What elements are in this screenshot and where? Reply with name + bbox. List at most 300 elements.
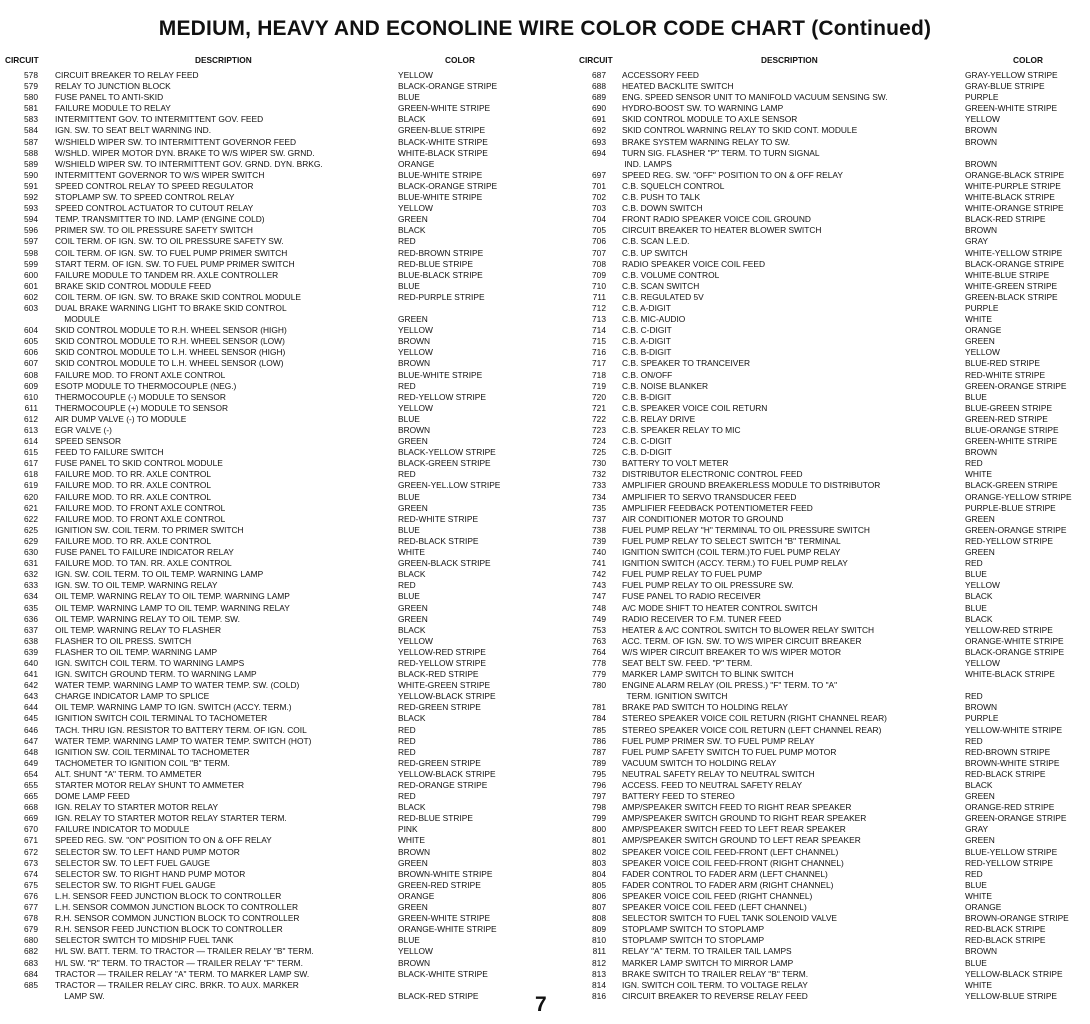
wire-color: YELLOW bbox=[398, 325, 433, 336]
wire-color: WHITE-YELLOW STRIPE bbox=[965, 247, 1063, 258]
table-row bbox=[575, 447, 1090, 458]
circuit-description: AMPLIFIER GROUND BREAKERLESS MODULE TO DISTRIBUTOR bbox=[622, 480, 881, 491]
circuit-number: 608 bbox=[24, 369, 38, 380]
wire-color: WHITE-BLUE STRIPE bbox=[965, 269, 1050, 280]
table-row bbox=[575, 869, 1090, 880]
table-row bbox=[575, 702, 1090, 713]
circuit-description: STOPLAMP SWITCH TO STOPLAMP bbox=[622, 924, 765, 935]
table-row bbox=[575, 270, 1090, 281]
table-row bbox=[5, 469, 535, 480]
table-row bbox=[5, 181, 535, 192]
wire-color: BLUE-YELLOW STRIPE bbox=[965, 846, 1058, 857]
circuit-header: CIRCUIT bbox=[5, 55, 39, 65]
wire-color: GREEN bbox=[398, 502, 428, 513]
circuit-description: C.B. A-DIGIT bbox=[622, 336, 671, 347]
circuit-description: OIL TEMP. WARNING RELAY TO OIL TEMP. WARNING LAMP bbox=[55, 591, 290, 602]
wire-color: PURPLE bbox=[965, 92, 999, 103]
circuit-description: FUSE PANEL TO RADIO RECEIVER bbox=[622, 591, 761, 602]
circuit-description: SPEAKER VOICE COIL FEED (RIGHT CHANNEL) bbox=[622, 890, 813, 901]
table-row bbox=[575, 780, 1090, 791]
circuit-description: A/C MODE SHIFT TO HEATER CONTROL SWITCH bbox=[622, 602, 818, 613]
circuit-number: 748 bbox=[592, 602, 606, 613]
wire-color: BLUE bbox=[965, 957, 987, 968]
table-row bbox=[5, 847, 535, 858]
wire-color: GREEN bbox=[965, 336, 995, 347]
circuit-description: IGNITION SWITCH (ACCY. TERM.) TO FUEL PUMP RELAY bbox=[622, 558, 848, 569]
circuit-number: 611 bbox=[24, 402, 38, 413]
circuit-description: FAILURE MOD. TO RR. AXLE CONTROL bbox=[55, 535, 212, 546]
circuit-number: 668 bbox=[24, 802, 38, 813]
circuit-description: SKID CONTROL MODULE TO AXLE SENSOR bbox=[622, 114, 798, 125]
circuit-number: 779 bbox=[592, 669, 606, 680]
circuit-number: 578 bbox=[24, 70, 38, 80]
wire-color: RED-BROWN STRIPE bbox=[965, 746, 1051, 757]
circuit-number: 715 bbox=[592, 336, 606, 347]
wire-color: YELLOW bbox=[965, 580, 1000, 591]
circuit-description: IGNITION SW. COIL TERMINAL TO TACHOMETER bbox=[55, 746, 250, 757]
circuit-description: SPEED REG. SW. "OFF" POSITION TO ON & OFF RELAY bbox=[622, 169, 843, 180]
table-row bbox=[5, 92, 535, 103]
circuit-description: SPEED CONTROL ACTUATOR TO CUTOUT RELAY bbox=[55, 203, 254, 214]
table-row bbox=[5, 591, 535, 602]
table-row bbox=[575, 658, 1090, 669]
page-number: 7 bbox=[535, 993, 547, 1016]
table-row bbox=[5, 902, 535, 913]
circuit-header: CIRCUIT bbox=[579, 55, 613, 65]
wire-color: GREEN bbox=[398, 857, 428, 868]
table-row bbox=[5, 946, 535, 957]
circuit-number: 724 bbox=[592, 436, 606, 447]
circuit-number: 722 bbox=[592, 413, 606, 424]
circuit-description: VACUUM SWITCH TO HOLDING RELAY bbox=[622, 757, 777, 768]
table-row bbox=[575, 747, 1090, 758]
circuit-description: OIL TEMP. WARNING LAMP TO OIL TEMP. WARNING RELAY bbox=[55, 602, 290, 613]
table-row bbox=[5, 980, 535, 1002]
circuit-number: 753 bbox=[592, 624, 606, 635]
table-row bbox=[575, 314, 1090, 325]
circuit-number: 689 bbox=[592, 92, 606, 103]
circuit-number: 741 bbox=[592, 558, 606, 569]
circuit-description: C.B. PUSH TO TALK bbox=[622, 192, 701, 203]
wire-color: YELLOW-BLACK STRIPE bbox=[398, 768, 496, 779]
table-row bbox=[5, 403, 535, 414]
wire-color: YELLOW bbox=[965, 347, 1000, 358]
circuit-description: INTERMITTENT GOV. TO INTERMITTENT GOV. FEED bbox=[55, 114, 264, 125]
circuit-number: 742 bbox=[592, 569, 606, 580]
circuit-number: 737 bbox=[592, 513, 606, 524]
table-row bbox=[5, 580, 535, 591]
circuit-number: 633 bbox=[24, 580, 38, 591]
circuit-description: FAILURE MODULE TO TANDEM RR. AXLE CONTROLLER bbox=[55, 269, 279, 280]
wire-color: RED bbox=[398, 580, 416, 591]
circuit-number: 634 bbox=[24, 591, 38, 602]
wire-color: GREEN-WHITE STRIPE bbox=[965, 436, 1058, 447]
wire-color: WHITE-GREEN STRIPE bbox=[965, 280, 1058, 291]
circuit-description: C.B. SCAN SWITCH bbox=[622, 280, 700, 291]
table-row bbox=[5, 802, 535, 813]
circuit-description: FAILURE INDICATOR TO MODULE bbox=[55, 824, 190, 835]
circuit-number: 606 bbox=[24, 347, 38, 358]
wire-color: BLUE-WHITE STRIPE bbox=[398, 169, 483, 180]
circuit-number: 734 bbox=[592, 491, 606, 502]
circuit-description: C.B. VOLUME CONTROL bbox=[622, 269, 720, 280]
circuit-number: 809 bbox=[592, 924, 606, 935]
table-row bbox=[575, 125, 1090, 136]
table-row bbox=[575, 525, 1090, 536]
circuit-description: FAILURE MOD. TO FRONT AXLE CONTROL bbox=[55, 502, 226, 513]
table-row bbox=[5, 259, 535, 270]
circuit-number: 646 bbox=[24, 724, 38, 735]
table-row bbox=[5, 103, 535, 114]
wire-color: GREEN bbox=[398, 314, 428, 325]
wire-color: RED-BLACK STRIPE bbox=[965, 924, 1046, 935]
circuit-description: H/L SW. "R" TERM. TO TRACTOR — TRAILER RELAY "F" TERM. bbox=[55, 957, 303, 968]
circuit-number: 685 bbox=[24, 979, 38, 990]
wire-color: BROWN-ORANGE STRIPE bbox=[965, 913, 1069, 924]
circuit-description: OIL TEMP. WARNING RELAY TO FLASHER bbox=[55, 624, 221, 635]
wire-color: RED bbox=[398, 236, 416, 247]
circuit-description: SKID CONTROL MODULE TO R.H. WHEEL SENSOR (LOW) bbox=[55, 336, 285, 347]
circuit-number: 607 bbox=[24, 358, 38, 369]
circuit-description: IGNITION SWITCH (COIL TERM.)TO FUEL PUMP RELAY bbox=[622, 547, 841, 558]
page-title: MEDIUM, HEAVY AND ECONOLINE WIRE COLOR CODE CHART (Continued) bbox=[158, 17, 932, 40]
circuit-description: SELECTOR SW. TO RIGHT FUEL GAUGE bbox=[55, 879, 216, 890]
circuit-number: 733 bbox=[592, 480, 606, 491]
table-row bbox=[5, 713, 535, 724]
circuit-number: 743 bbox=[592, 580, 606, 591]
wire-color: WHITE bbox=[965, 314, 992, 325]
circuit-description: SKID CONTROL WARNING RELAY TO SKID CONT. MODULE bbox=[622, 125, 858, 136]
table-row bbox=[5, 835, 535, 846]
wire-color: BLACK bbox=[965, 780, 993, 790]
circuit-description: C.B. C-DIGIT bbox=[622, 325, 672, 336]
wire-color: BROWN bbox=[965, 158, 998, 169]
wire-color: RED-BLUE STRIPE bbox=[398, 258, 473, 269]
table-row bbox=[575, 114, 1090, 125]
wire-color: BLACK-WHITE STRIPE bbox=[398, 136, 488, 147]
table-row bbox=[575, 192, 1090, 203]
table-row bbox=[575, 935, 1090, 946]
circuit-description: TURN SIG. FLASHER "P" TERM. TO TURN SIGNAL IND. LAMPS bbox=[622, 147, 820, 169]
circuit-description: INTERMITTENT GOVERNOR TO W/S WIPER SWITCH bbox=[55, 169, 265, 180]
circuit-description: COIL TERM. OF IGN. SW. TO BRAKE SKID CONTROL MODULE bbox=[55, 291, 302, 302]
table-row bbox=[575, 103, 1090, 114]
circuit-description: C.B. ON/OFF bbox=[622, 369, 673, 380]
table-row bbox=[5, 691, 535, 702]
circuit-number: 691 bbox=[592, 114, 606, 125]
circuit-description: FAILURE MOD. TO RR. AXLE CONTROL bbox=[55, 491, 212, 502]
circuit-number: 579 bbox=[24, 81, 38, 92]
circuit-number: 713 bbox=[592, 314, 606, 325]
circuit-description: FAILURE MOD. TO RR. AXLE CONTROL bbox=[55, 480, 212, 491]
wire-color: BROWN bbox=[965, 225, 998, 236]
table-row bbox=[5, 935, 535, 946]
circuit-description: C.B. RELAY DRIVE bbox=[622, 413, 696, 424]
circuit-description: STEREO SPEAKER VOICE COIL RETURN (RIGHT CHANNEL REAR) bbox=[622, 713, 887, 724]
wire-color: BROWN bbox=[965, 946, 998, 957]
wire-color: RED-BLUE STRIPE bbox=[398, 813, 473, 824]
table-row bbox=[5, 780, 535, 791]
wire-color: ORANGE-YELLOW STRIPE bbox=[965, 491, 1072, 502]
wire-color: BROWN bbox=[398, 957, 431, 968]
wire-color: BLACK bbox=[398, 713, 426, 724]
circuit-number: 688 bbox=[592, 81, 606, 92]
circuit-number: 798 bbox=[592, 802, 606, 813]
circuit-description: C.B. A-DIGIT bbox=[622, 302, 671, 313]
wire-color: BLUE-ORANGE STRIPE bbox=[965, 425, 1059, 435]
wire-color: GREEN-ORANGE STRIPE bbox=[965, 380, 1067, 391]
circuit-description: SELECTOR SWITCH TO FUEL TANK SOLENOID VALVE bbox=[622, 913, 838, 924]
circuit-number: 672 bbox=[24, 846, 38, 857]
wire-color: GREEN-WHITE STRIPE bbox=[398, 913, 491, 924]
circuit-number: 629 bbox=[24, 535, 38, 546]
table-row bbox=[575, 991, 1090, 1002]
table-row bbox=[5, 658, 535, 669]
circuit-number: 747 bbox=[592, 591, 606, 602]
wire-color: RED bbox=[398, 724, 416, 735]
circuit-description: FUEL PUMP RELAY "H" TERMINAL TO OIL PRESSURE SWITCH bbox=[622, 524, 870, 535]
wire-color: GREEN-RED STRIPE bbox=[965, 413, 1048, 424]
circuit-number: 596 bbox=[24, 225, 38, 236]
circuit-number: 740 bbox=[592, 547, 606, 558]
wire-color: YELLOW bbox=[398, 347, 433, 358]
table-row bbox=[575, 891, 1090, 902]
table-row bbox=[575, 969, 1090, 980]
table-row bbox=[575, 492, 1090, 503]
circuit-number: 620 bbox=[24, 491, 38, 502]
table-row bbox=[575, 370, 1090, 381]
circuit-number: 785 bbox=[592, 724, 606, 735]
table-row bbox=[575, 913, 1090, 924]
circuit-number: 594 bbox=[24, 214, 38, 225]
circuit-number: 784 bbox=[592, 713, 606, 724]
circuit-description: AMPLIFIER FEEDBACK POTENTIOMETER FEED bbox=[622, 502, 813, 513]
circuit-number: 645 bbox=[24, 713, 38, 724]
table-row bbox=[5, 924, 535, 935]
circuit-description: C.B. SPEAKER TO TRANCEIVER bbox=[622, 358, 750, 369]
circuit-description: CIRCUIT BREAKER TO REVERSE RELAY FEED bbox=[622, 990, 808, 1001]
circuit-number: 697 bbox=[592, 169, 606, 180]
circuit-number: 707 bbox=[592, 247, 606, 258]
circuit-description: AIR DUMP VALVE (-) TO MODULE bbox=[55, 413, 187, 424]
table-row bbox=[5, 791, 535, 802]
circuit-number: 677 bbox=[24, 902, 38, 913]
table-row bbox=[575, 347, 1090, 358]
table-row bbox=[575, 847, 1090, 858]
circuit-description: C.B. DOWN SWITCH bbox=[622, 203, 703, 214]
wire-color: WHITE-BLACK STRIPE bbox=[398, 147, 488, 158]
wire-color: RED-YELLOW STRIPE bbox=[965, 535, 1053, 546]
table-row bbox=[5, 869, 535, 880]
table-row bbox=[575, 636, 1090, 647]
circuit-description: C.B. C-DIGIT bbox=[622, 436, 672, 447]
table-row bbox=[5, 880, 535, 891]
circuit-description: STOPLAMP SW. TO SPEED CONTROL RELAY bbox=[55, 192, 235, 203]
circuit-description: AMP/SPEAKER SWITCH FEED TO RIGHT REAR SPEAKER bbox=[622, 802, 852, 813]
circuit-description: CIRCUIT BREAKER TO RELAY FEED bbox=[55, 70, 199, 80]
wire-color: YELLOW bbox=[398, 635, 433, 646]
table-row bbox=[575, 791, 1090, 802]
table-row bbox=[5, 813, 535, 824]
circuit-number: 683 bbox=[24, 957, 38, 968]
circuit-number: 602 bbox=[24, 291, 38, 302]
circuit-number: 789 bbox=[592, 757, 606, 768]
table-row bbox=[5, 370, 535, 381]
circuit-number: 738 bbox=[592, 524, 606, 535]
wire-color: RED-BROWN STRIPE bbox=[398, 247, 484, 258]
wire-color: RED-PURPLE STRIPE bbox=[398, 291, 485, 302]
table-row bbox=[5, 236, 535, 247]
table-row bbox=[5, 614, 535, 625]
circuit-number: 654 bbox=[24, 768, 38, 779]
wire-color: BLUE bbox=[398, 280, 420, 291]
circuit-number: 674 bbox=[24, 868, 38, 879]
wire-color: RED-YELLOW STRIPE bbox=[965, 857, 1053, 868]
circuit-number: 610 bbox=[24, 391, 38, 402]
circuit-number: 799 bbox=[592, 813, 606, 824]
table-row bbox=[5, 558, 535, 569]
circuit-number: 665 bbox=[24, 791, 38, 802]
wire-color: RED bbox=[965, 458, 983, 469]
circuit-number: 587 bbox=[24, 136, 38, 147]
table-row bbox=[5, 891, 535, 902]
circuit-description: FAILURE MOD. TO TAN. RR. AXLE CONTROL bbox=[55, 558, 232, 569]
circuit-number: 598 bbox=[24, 247, 38, 258]
left-table bbox=[5, 55, 535, 1002]
circuit-description: SELECTOR SWITCH TO MIDSHIP FUEL TANK bbox=[55, 935, 234, 946]
circuit-number: 637 bbox=[24, 624, 38, 635]
table-row bbox=[575, 802, 1090, 813]
circuit-description: SEAT BELT SW. FEED. "P" TERM. bbox=[622, 657, 753, 668]
circuit-description: IGN. SW. COIL TERM. TO OIL TEMP. WARNING LAMP bbox=[55, 569, 264, 580]
circuit-number: 648 bbox=[24, 746, 38, 757]
circuit-description: FUEL PUMP PRIMER SW. TO FUEL PUMP RELAY bbox=[622, 735, 815, 746]
wire-color: BLUE bbox=[965, 879, 987, 890]
circuit-description: W/SHIELD WIPER SW. TO INTERMITTENT GOVERNOR FEED bbox=[55, 136, 297, 147]
circuit-number: 708 bbox=[592, 258, 606, 269]
circuit-description: CIRCUIT BREAKER TO HEATER BLOWER SWITCH bbox=[622, 225, 822, 236]
wire-color: PURPLE bbox=[965, 302, 999, 313]
table-row bbox=[5, 281, 535, 292]
left-header-row bbox=[5, 55, 535, 68]
circuit-number: 625 bbox=[24, 524, 38, 535]
table-row bbox=[575, 181, 1090, 192]
circuit-description: R.H. SENSOR COMMON JUNCTION BLOCK TO CONTROLLER bbox=[55, 913, 300, 924]
table-row bbox=[575, 137, 1090, 148]
circuit-number: 635 bbox=[24, 602, 38, 613]
wire-color: BLACK-RED STRIPE bbox=[398, 669, 479, 680]
circuit-description: OIL TEMP. WARNING RELAY TO OIL TEMP. SW. bbox=[55, 613, 240, 624]
circuit-number: 670 bbox=[24, 824, 38, 835]
wire-color: GREEN bbox=[965, 835, 995, 846]
right-table bbox=[575, 55, 1090, 1002]
wire-color: GREEN bbox=[965, 791, 995, 802]
circuit-description: OIL TEMP. WARNING LAMP TO IGN. SWITCH (ACCY. TERM.) bbox=[55, 702, 292, 713]
circuit-number: 693 bbox=[592, 136, 606, 147]
table-row bbox=[5, 536, 535, 547]
table-row bbox=[575, 769, 1090, 780]
wire-color: WHITE bbox=[398, 835, 425, 846]
wire-color: ORANGE bbox=[398, 890, 435, 901]
table-row bbox=[5, 358, 535, 369]
wire-color: BLACK bbox=[398, 802, 426, 813]
circuit-description: ESOTP MODULE TO THERMOCOUPLE (NEG.) bbox=[55, 380, 237, 391]
circuit-number: 781 bbox=[592, 702, 606, 713]
table-row bbox=[5, 492, 535, 503]
circuit-description: FLASHER TO OIL TEMP. WARNING LAMP bbox=[55, 646, 218, 657]
wire-color: RED-GREEN STRIPE bbox=[398, 702, 481, 713]
circuit-description: IGN. SWITCH GROUND TERM. TO WARNING LAMP bbox=[55, 669, 257, 680]
circuit-description: FUEL PUMP RELAY TO FUEL PUMP bbox=[622, 569, 763, 580]
circuit-description: IGN. SWITCH COIL TERM. TO WARNING LAMPS bbox=[55, 657, 245, 668]
wire-color: WHITE-BLACK STRIPE bbox=[965, 192, 1055, 203]
circuit-description: DUAL BRAKE WARNING LIGHT TO BRAKE SKID CONTROL MODULE bbox=[55, 302, 287, 325]
circuit-description: TACHOMETER TO IGNITION COIL "B" TERM. bbox=[55, 757, 230, 768]
table-row bbox=[575, 148, 1090, 170]
wire-color: GREEN-BLUE STRIPE bbox=[398, 125, 486, 136]
table-row bbox=[575, 92, 1090, 103]
circuit-description: FUSE PANEL TO ANTI-SKID bbox=[55, 92, 164, 103]
circuit-description: W/SHIELD WIPER SW. TO INTERMITTENT GOV. GRND. DYN. BRKG. bbox=[55, 158, 323, 169]
circuit-description: BRAKE SWITCH TO TRAILER RELAY "B" TERM. bbox=[622, 968, 809, 979]
wire-color: BLUE bbox=[965, 391, 987, 402]
table-row bbox=[5, 736, 535, 747]
wire-color: BROWN bbox=[398, 425, 431, 435]
wire-color: BLUE bbox=[398, 524, 420, 535]
circuit-number: 704 bbox=[592, 214, 606, 225]
table-row bbox=[5, 514, 535, 525]
circuit-number: 739 bbox=[592, 535, 606, 546]
wire-color: BROWN bbox=[398, 846, 431, 857]
circuit-description: RELAY "A" TERM. TO TRAILER TAIL LAMPS bbox=[622, 946, 792, 957]
circuit-description: STOPLAMP SWITCH TO STOPLAMP bbox=[622, 935, 765, 946]
circuit-number: 804 bbox=[592, 868, 606, 879]
circuit-description: L.H. SENSOR FEED JUNCTION BLOCK TO CONTROLLER bbox=[55, 890, 282, 901]
circuit-description: IGNITION SW. COIL TERM. TO PRIMER SWITCH bbox=[55, 524, 244, 535]
wire-color: GREEN bbox=[398, 602, 428, 613]
wire-color: BLUE bbox=[398, 591, 420, 602]
circuit-description: C.B. B-DIGIT bbox=[622, 347, 672, 358]
wire-color: BLACK bbox=[965, 613, 993, 624]
circuit-description: SPEAKER VOICE COIL FEED (LEFT CHANNEL) bbox=[622, 902, 807, 913]
table-row bbox=[575, 203, 1090, 214]
wire-color: BLUE bbox=[398, 413, 420, 424]
circuit-number: 580 bbox=[24, 92, 38, 103]
wire-color: YELLOW bbox=[398, 402, 433, 413]
circuit-description: ALT. SHUNT "A" TERM. TO AMMETER bbox=[55, 768, 202, 779]
circuit-number: 805 bbox=[592, 879, 606, 890]
circuit-description: AMP/SPEAKER SWITCH GROUND TO LEFT REAR SPEAKER bbox=[622, 835, 861, 846]
wire-color: RED-ORANGE STRIPE bbox=[398, 780, 488, 790]
wire-color: WHITE bbox=[965, 979, 992, 990]
circuit-number: 719 bbox=[592, 380, 606, 391]
circuit-number: 599 bbox=[24, 258, 38, 269]
circuit-number: 803 bbox=[592, 857, 606, 868]
wire-color: GREEN bbox=[965, 513, 995, 524]
wire-color: BLACK-ORANGE STRIPE bbox=[965, 646, 1065, 657]
circuit-description: H/L SW. BATT. TERM. TO TRACTOR — TRAILER RELAY "B" TERM. bbox=[55, 946, 314, 957]
circuit-description: NEUTRAL SAFETY RELAY TO NEUTRAL SWITCH bbox=[622, 768, 815, 779]
circuit-description: AIR CONDITIONER MOTOR TO GROUND bbox=[622, 513, 784, 524]
circuit-description: FAILURE MODULE TO RELAY bbox=[55, 103, 171, 114]
circuit-number: 612 bbox=[24, 413, 38, 424]
circuit-number: 678 bbox=[24, 913, 38, 924]
table-row bbox=[5, 214, 535, 225]
description-header: DESCRIPTION bbox=[761, 55, 818, 65]
table-row bbox=[575, 70, 1090, 81]
table-row bbox=[5, 248, 535, 259]
wire-color: BLACK-RED STRIPE bbox=[965, 214, 1046, 225]
